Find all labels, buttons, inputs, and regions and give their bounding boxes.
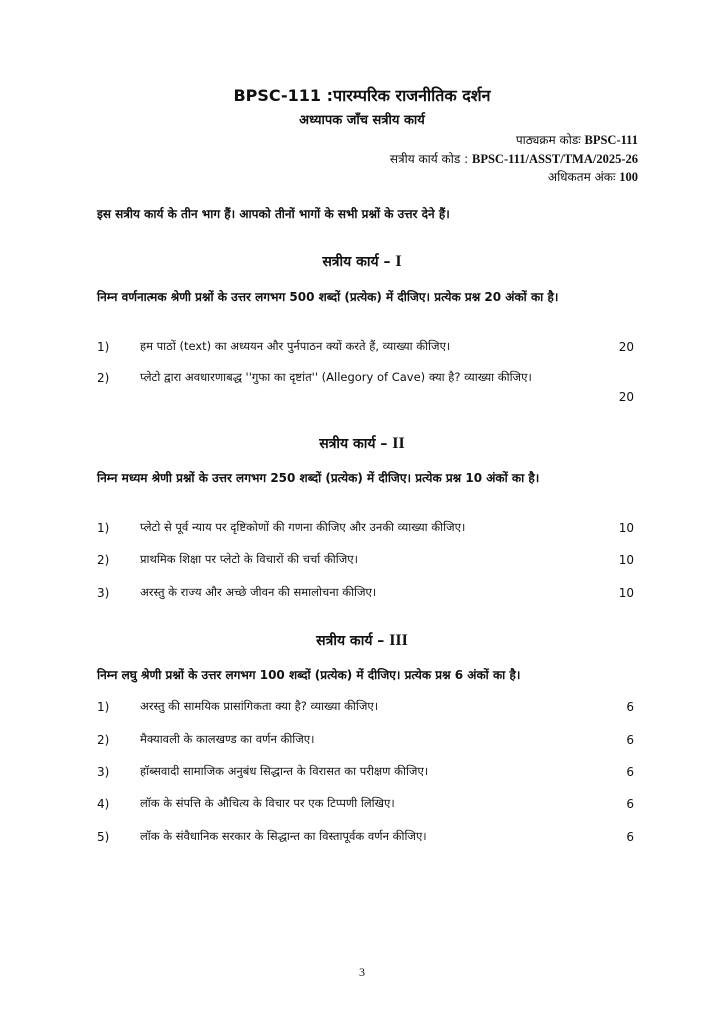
question-marks: 6: [626, 765, 634, 779]
page-title: BPSC-111 :पारम्परिक राजनीतिक दर्शन: [233, 86, 491, 105]
question-number: 3): [97, 586, 110, 600]
section-1-heading: [0, 252, 724, 271]
section-3-instruction: निम्न लघु श्रेणी प्रश्नों के उत्तर लगभग 100 शब्दों (प्रत्येक) में दीजिए। प्रत्येक प्रश्न 6 अंकों का है।: [97, 668, 521, 682]
question-text: अरस्तु की सामयिक प्रासांगिकता क्या है? व्याख्या कीजिए।: [140, 699, 379, 713]
question-marks: 6: [626, 733, 634, 747]
question-text: लॉक के संपत्ति के औचित्य के विचार पर एक टिप्पणी लिखिए।: [140, 796, 395, 810]
question-number: 1): [97, 700, 110, 714]
question-marks: 10: [618, 521, 634, 535]
section-3-numeral: III: [389, 632, 408, 649]
section-2-instruction: निम्न मध्यम श्रेणी प्रश्नों के उत्तर लगभग 250 शब्दों (प्रत्येक) में दीजिए। प्रत्येक प्रश्न 10 अंकों का है।: [97, 471, 540, 485]
question-text: मैक्यावली के कालखण्ड का वर्णन कीजिए।: [140, 732, 315, 746]
max-marks-line: [548, 168, 638, 185]
question-text: हॉब्सवादी सामाजिक अनुबंध सिद्धान्त के विरासत का परीक्षण कीजिए।: [140, 764, 429, 778]
course-code-label: पाठ्यक्रम कोडः: [515, 133, 581, 147]
section-3-heading: [0, 631, 724, 650]
assignment-code-value: BPSC-111/ASST/TMA/2025-26: [472, 152, 638, 166]
section-3-heading-label: सत्रीय कार्य –: [316, 633, 385, 649]
question-marks: 10: [618, 553, 634, 567]
section-2-numeral: II: [392, 435, 405, 452]
assignment-code-line: [390, 150, 638, 167]
page-number: 3: [359, 965, 365, 979]
section-2-heading-label: सत्रीय कार्य –: [319, 436, 388, 452]
question-number: 1): [97, 521, 110, 535]
question-text: लॉक के संवैधानिक सरकार के सिद्धान्त का विस्तापूर्वक वर्णन कीजिए।: [140, 829, 427, 843]
max-marks-label: अधिकतम अंकः: [547, 170, 616, 184]
question-marks: 6: [626, 797, 634, 811]
section-2-heading: [0, 434, 724, 453]
course-code-line: [516, 131, 638, 148]
intro-text: इस सत्रीय कार्य के तीन भाग हैं। आपको तीनों भागों के सभी प्रश्नों के उत्तर देने हैं।: [97, 207, 450, 221]
question-text: हम पाठों (text) का अध्ययन और पुर्नपाठन क्यों करते हैं, व्याख्या कीजिए।: [140, 339, 451, 353]
question-number: 2): [97, 371, 110, 385]
section-1-heading-label: सत्रीय कार्य –: [322, 254, 391, 270]
question-number: 2): [97, 553, 110, 567]
question-marks: 20: [618, 340, 634, 354]
assignment-code-label: सत्रीय कार्य कोड :: [389, 152, 469, 166]
max-marks-value: 100: [619, 170, 638, 184]
question-marks: 20: [618, 390, 634, 404]
question-marks: 6: [626, 700, 634, 714]
question-text: प्राथमिक शिक्षा पर प्लेटो के विचारों की चर्चा कीजिए।: [140, 552, 358, 566]
section-1-numeral: I: [395, 253, 402, 270]
question-text: अरस्तु के राज्य और अच्छे जीवन की समालोचना कीजिए।: [140, 585, 377, 599]
question-number: 4): [97, 797, 110, 811]
question-text: प्लेटो द्वारा अवधारणाबद्ध ''गुफा का दृष्टांत'' (Allegory of Cave) क्या है? व्याख्या कीजिए।: [140, 370, 532, 384]
question-number: 1): [97, 340, 110, 354]
question-marks: 10: [618, 586, 634, 600]
question-text: प्लेटो से पूर्व न्याय पर दृष्टिकोणों की गणना कीजिए और उनकी व्याख्या कीजिए।: [140, 520, 466, 534]
question-marks: 6: [626, 830, 634, 844]
page-subtitle: अध्यापक जाँच सत्रीय कार्य: [299, 113, 425, 128]
question-number: 5): [97, 830, 110, 844]
question-number: 2): [97, 733, 110, 747]
question-number: 3): [97, 765, 110, 779]
section-1-instruction: निम्न वर्णनात्मक श्रेणी प्रश्नों के उत्तर लगभग 500 शब्दों (प्रत्येक) में दीजिए। प्रत्येक प्रश्न 20 अंकों का है।: [97, 290, 559, 304]
course-code-value: BPSC-111: [584, 133, 638, 147]
